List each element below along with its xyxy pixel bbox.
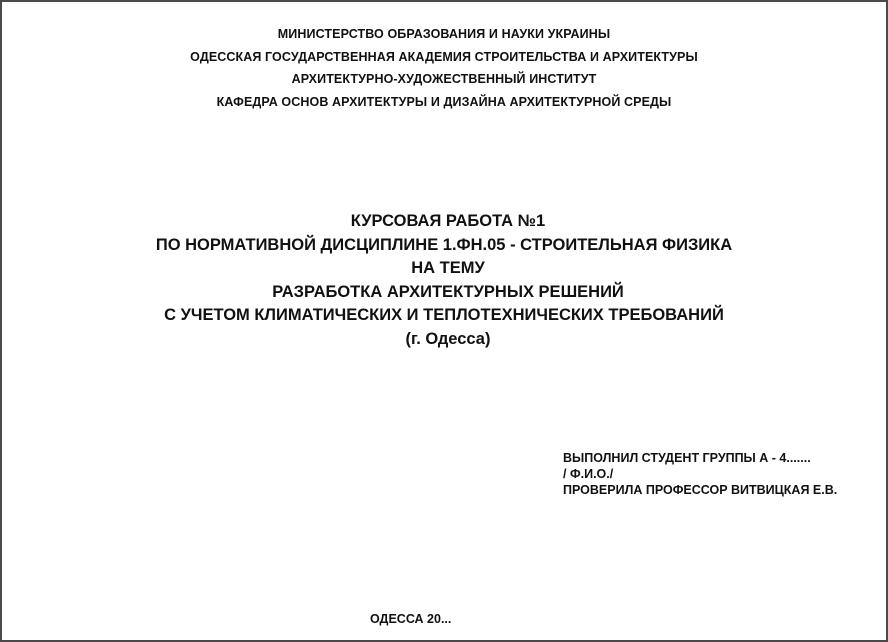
topic-line-2: С УЧЕТОМ КЛИМАТИЧЕСКИХ И ТЕПЛОТЕХНИЧЕСКИХ ТРЕБОВАНИЙ — [164, 306, 724, 325]
discipline-line: ПО НОРМАТИВНОЙ ДИСЦИПЛИНЕ 1.ФН.05 - СТРОИТЕЛЬНАЯ ФИЗИКА — [155, 235, 733, 254]
work-type-line: КУРСОВАЯ РАБОТА №1 — [350, 212, 546, 230]
student-name-line: / Ф.И.О./ — [563, 467, 614, 481]
topic-intro-line: НА ТЕМУ — [411, 259, 485, 278]
city-note: (г. Одесса) — [405, 329, 491, 348]
work-title — [2, 210, 886, 352]
ministry-line: МИНИСТЕРСТВО ОБРАЗОВАНИЯ И НАУКИ УКРАИНЫ — [277, 27, 611, 41]
city-year: ОДЕССА 20... — [370, 612, 452, 626]
reviewer-line: ПРОВЕРИЛА ПРОФЕССОР ВИТВИЦКАЯ Е.В. — [563, 483, 838, 497]
topic-line-1: РАЗРАБОТКА АРХИТЕКТУРНЫХ РЕШЕНИЙ — [272, 282, 624, 301]
student-line: ВЫПОЛНИЛ СТУДЕНТ ГРУППЫ А - 4....... — [563, 451, 811, 465]
signature-block — [563, 450, 837, 498]
academy-line: ОДЕССКАЯ ГОСУДАРСТВЕННАЯ АКАДЕМИЯ СТРОИТЕЛЬСТВА И АРХИТЕКТУРЫ — [190, 49, 698, 64]
institute-line: АРХИТЕКТУРНО-ХУДОЖЕСТВЕННЫЙ ИНСТИТУТ — [291, 72, 597, 86]
institution-header — [2, 23, 886, 113]
department-line: КАФЕДРА ОСНОВ АРХИТЕКТУРЫ И ДИЗАЙНА АРХИТЕКТУРНОЙ СРЕДЫ — [216, 94, 672, 109]
